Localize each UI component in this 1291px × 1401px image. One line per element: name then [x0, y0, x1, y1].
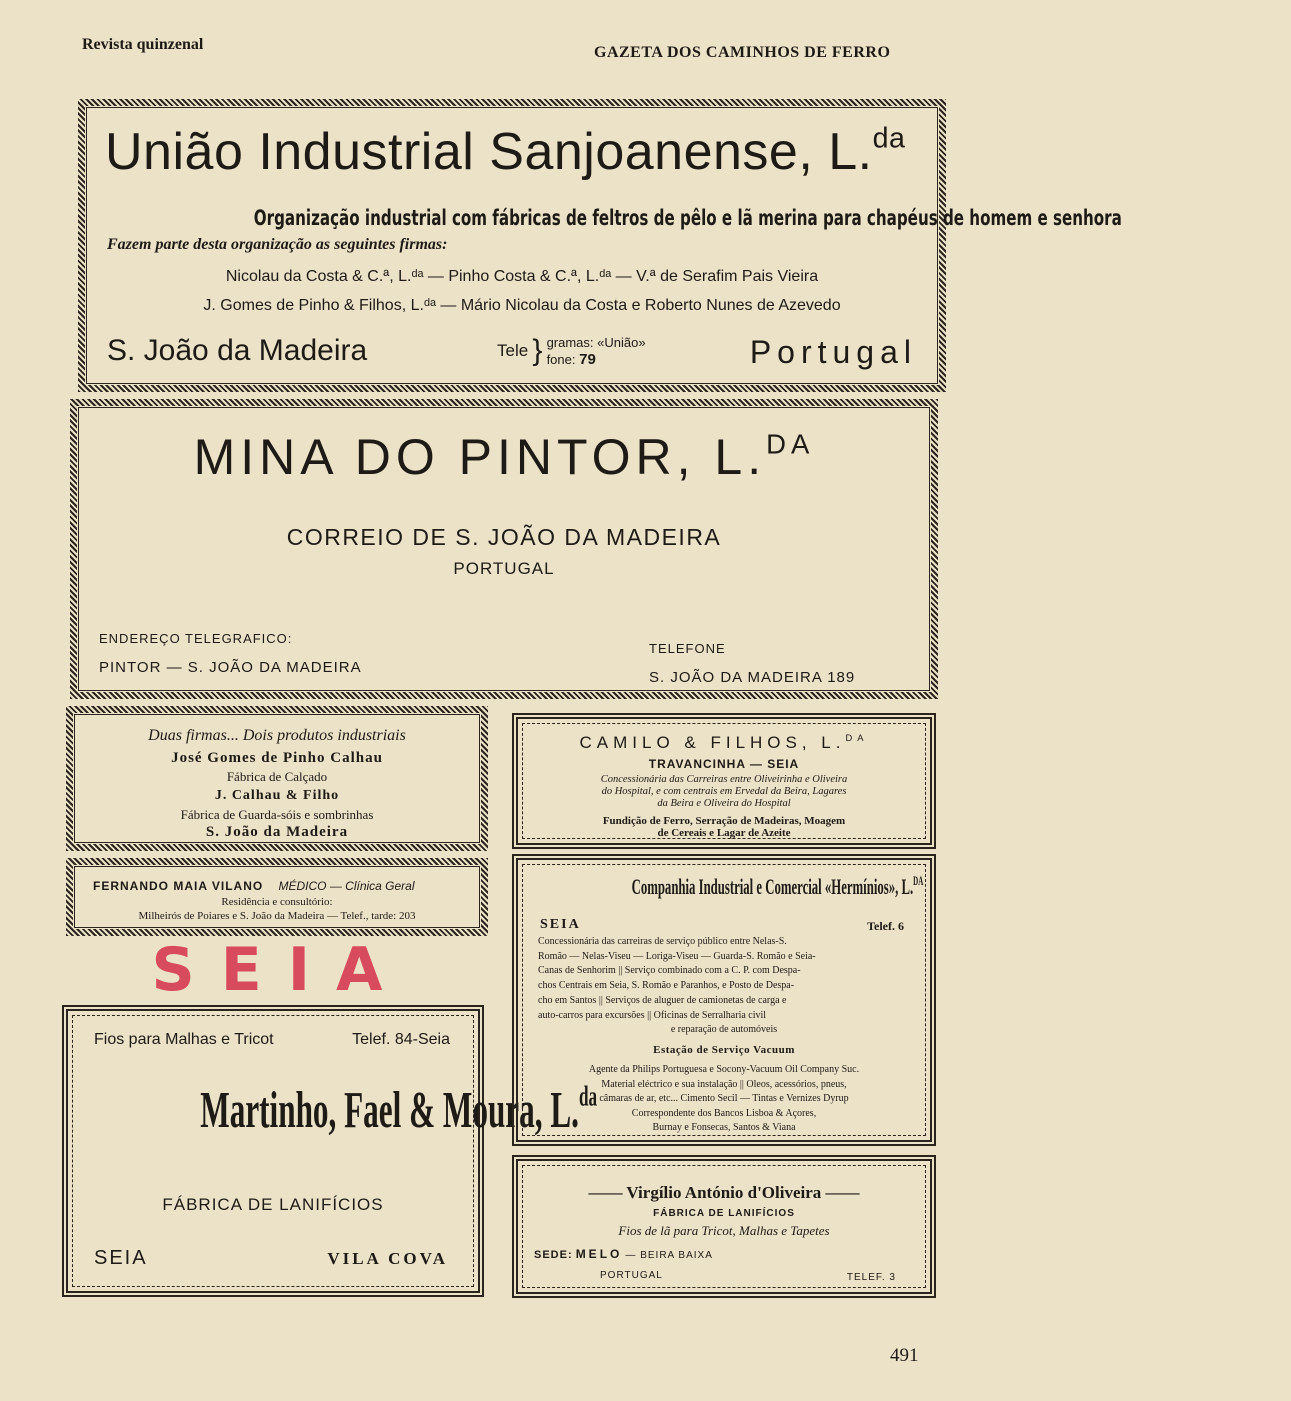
ad-duas-firm1-desc: Fábrica de Calçado [226, 769, 328, 784]
ad-camilo-ind1: Fundição de Ferro, Serração de Madeiras, Moagem [602, 815, 846, 827]
ad-herminios-lines2 [538, 1063, 910, 1136]
ad-herminios-line2-5: Burnay e Fonsecas, Santos & Viana [652, 1122, 796, 1133]
ad-camilo-ind2: de Cereais e Lagar de Azeite [657, 827, 791, 839]
ad-herminios-name [526, 874, 922, 900]
ad-herminios-line-7: e reparação de automóveis [670, 1024, 778, 1036]
ad-virgilio [512, 1155, 936, 1298]
ad-uniao-tele-gramas: gramas: «União» [546, 335, 646, 350]
ad-uniao-city: S. João da Madeira [107, 334, 368, 367]
ad-uniao-tele-prefix: Tele [497, 341, 529, 360]
ad-camilo-conc2: do Hospital, e com centrais em Ervedal da Beira, Lagares [601, 786, 847, 797]
ad-mina-line2: PORTUGAL [453, 559, 555, 578]
ad-herminios-line-3: Canas de Senhorim || Serviço combinado com a C. P. com Despa- [538, 965, 801, 977]
ad-uniao-tele-fone: 79 [579, 351, 596, 368]
ad-camilo-name-text: CAMILO & FILHOS, L. [579, 733, 846, 752]
ad-herminios-line-2: Romão — Nelas-Viseu — Loriga-Viseu — Guarda-S. Romão e Seia- [538, 950, 816, 962]
ad-virgilio-sede-region: — BEIRA BAIXA [625, 1250, 713, 1261]
ad-duas-title: Duas firmas... Dois produtos industriais [148, 727, 406, 744]
ad-mina-telegraph-label: ENDEREÇO TELEGRAFICO: [99, 631, 293, 646]
ad-mina-telegraph-value: PINTOR — S. JOÃO DA MADEIRA [99, 659, 362, 676]
ad-fernando-role: MÉDICO — Clínica Geral [278, 879, 415, 893]
ad-virgilio-name-row [518, 1183, 930, 1203]
ad-mina-do-pintor [70, 399, 938, 699]
ad-herminios-lines [538, 935, 910, 1038]
ad-duas-firm2: J. Calhau & Filho [214, 788, 340, 803]
ad-duas-firmas [66, 706, 488, 851]
ad-duas-city: S. João da Madeira [205, 824, 349, 840]
ad-uniao-subtitle-text: Organização industrial com fábricas de feltros de pêlo e lã merina para chapéus de homem e senhora [253, 206, 1122, 230]
ad-uniao-intro: Fazem parte desta organização as seguintes firmas: [107, 236, 448, 253]
seia-banner: SEIA [151, 935, 409, 1005]
ad-martinho-name-sup: da [578, 1081, 598, 1113]
ad-mina-phone-label: TELEFONE [649, 641, 726, 656]
ad-mina-name-sup: DA [766, 428, 815, 460]
ad-herminios-name-sup: DA [913, 874, 924, 888]
dash-right: —— [825, 1183, 860, 1202]
ad-herminios-name-text: Companhia Industrial e Comercial «Hermínios», L. [631, 874, 914, 900]
ad-herminios-line-6: auto-carros para excursões || Oficinas de Serralharia civil [538, 1009, 767, 1021]
ad-virgilio-products: Fios de lã para Tricot, Malhas e Tapetes [618, 1223, 830, 1238]
header-left: Revista quinzenal [82, 36, 204, 53]
dash-left: —— [588, 1183, 623, 1202]
header-right: GAZETA DOS CAMINHOS DE FERRO [594, 44, 891, 61]
ad-uniao-subtitle [85, 206, 1122, 230]
ad-duas-firm2-desc: Fábrica de Guarda-sóis e sombrinhas [180, 807, 374, 822]
ad-uniao-tele-fone-label: fone: [546, 352, 576, 367]
ad-mina-phone-value: S. JOÃO DA MADEIRA 189 [649, 669, 856, 686]
ad-herminios-line2-4: Correspondente dos Bancos Lisboa & Açores, [631, 1107, 817, 1119]
ad-virgilio-sede-city: MELO [575, 1247, 623, 1261]
ad-camilo-conc1: Concessionária das Carreiras entre Oliveirinha e Oliveira [600, 774, 848, 785]
ad-martinho-top-right: Telef. 84-Seia [352, 1031, 450, 1048]
ad-virgilio-sede-label: SEDE: [534, 1249, 573, 1261]
ad-herminios-line-1: Concessionária das carreiras de serviço público entre Nelas-S. [538, 936, 787, 947]
ad-camilo-filhos [512, 713, 936, 849]
ad-duas-firm1: José Gomes de Pinho Calhau [171, 750, 383, 766]
ad-herminios-line-5: cho em Santos || Serviços de aluguer de camionetas de carga e [538, 994, 787, 1006]
ad-uniao-name-text: União Industrial Sanjoanense, L. [105, 123, 873, 181]
ad-herminios-phone: Telef. 6 [867, 919, 904, 933]
ad-herminios-city: SEIA [540, 917, 581, 932]
ad-fernando-name: FERNANDO MAIA VILANO [93, 879, 264, 893]
ad-fernando-line3: Milheirós de Poiares e S. João da Madeira — Telef., tarde: 203 [138, 910, 416, 922]
ad-herminios [512, 854, 936, 1146]
brace-icon: } [532, 334, 543, 367]
ad-uniao-firms-2: J. Gomes de Pinho & Filhos, L.ᵈᵃ — Mário Nicolau da Costa e Roberto Nunes de Azevedo [203, 297, 841, 314]
ad-uniao-name-sup: da [872, 122, 906, 155]
ad-uniao-industrial [78, 99, 1122, 392]
ad-martinho-name-text: Martinho, Fael & Moura, L. [200, 1082, 579, 1139]
ad-camilo-place: TRAVANCINHA — SEIA [648, 757, 800, 771]
ad-martinho-top-left: Fios para Malhas e Tricot [94, 1031, 274, 1048]
ad-uniao-firms-1: Nicolau da Costa & C.ª, L.ᵈᵃ — Pinho Costa & C.ª, L.ᵈᵃ — V.ª de Serafim Pais Vieira [225, 268, 819, 285]
ad-virgilio-sede [534, 1247, 713, 1261]
ad-virgilio-name: Virgílio António d'Oliveira [626, 1183, 822, 1202]
ad-fernando-line2: Residência e consultório: [221, 896, 333, 908]
ad-fernando-header [93, 879, 415, 893]
ad-herminios-station: Estação de Serviço Vacuum [653, 1044, 795, 1056]
ad-mina-name-text: MINA DO PINTOR, L. [193, 429, 767, 485]
ad-martinho-desc: FÁBRICA DE LANIFÍCIOS [162, 1195, 384, 1214]
ad-uniao-tele-block [497, 334, 646, 368]
ad-uniao-country: Portugal [749, 334, 917, 370]
ad-martinho-left: SEIA [94, 1247, 148, 1269]
ad-herminios-line2-2: Material eléctrico e sua instalação || Oleos, acessórios, pneus, [601, 1078, 847, 1090]
ad-camilo-name [518, 733, 930, 753]
ad-uniao-name [105, 122, 939, 182]
ad-mina-line1: CORREIO DE S. JOÃO DA MADEIRA [286, 524, 722, 550]
ad-camilo-conc3: da Beira e Oliveira do Hospital [657, 798, 791, 809]
ad-martinho-right: VILA COVA [327, 1249, 448, 1268]
ad-martinho-name [68, 1081, 598, 1140]
page-number: 491 [890, 1345, 919, 1366]
ad-virgilio-desc: FÁBRICA DE LANIFÍCIOS [653, 1208, 795, 1219]
ad-mina-name [77, 428, 931, 486]
ad-camilo-name-sup: DA [845, 733, 869, 743]
ad-herminios-line-4: chos Centrais em Seia, S. Romão e Paranhos, e Posto de Despa- [538, 980, 795, 992]
ad-virgilio-country: PORTUGAL [600, 1270, 663, 1281]
ad-fernando-maia [66, 858, 488, 936]
ad-herminios-line2-1: Agente da Philips Portuguesa e Socony-Vacuum Oil Company Suc. [588, 1064, 860, 1075]
ad-herminios-line2-3: câmaras de ar, etc... Cimento Secil — Tintas e Vernizes Dyrup [599, 1093, 849, 1104]
ad-virgilio-phone: TELEF. 3 [846, 1272, 896, 1283]
